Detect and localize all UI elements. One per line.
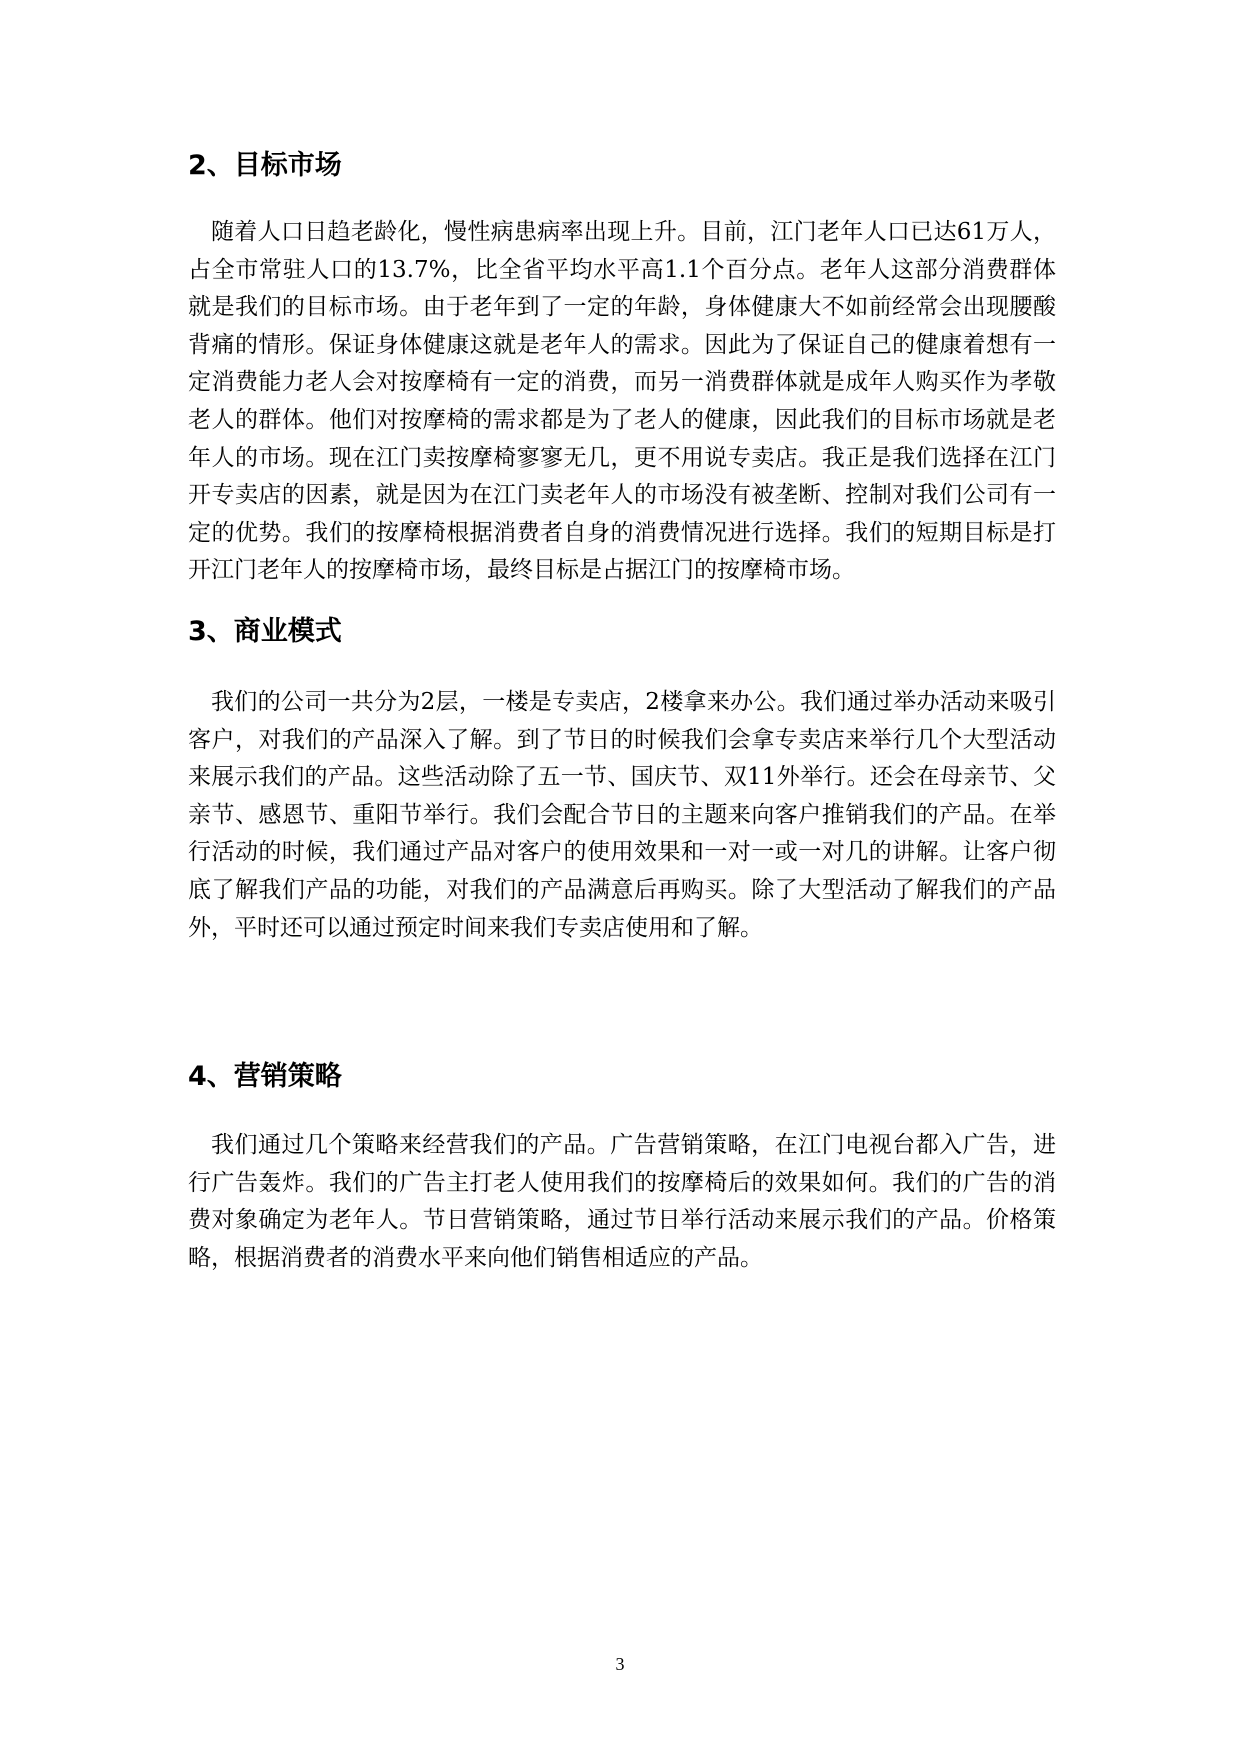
paragraph-marketing-strategy: 我们通过几个策略来经营我们的产品。广告营销策略，在江门电视台都入广告，进行广告轰炸。我们的广告主打老人使用我们的按摩椅后的效果如何。我们的广告的消费对象确定为老年人。节日营销策略，通过节日举行活动来展示我们的产品。价格策略，根据消费者的消费水平来向他们销售相适应的产品。: [188, 1132, 1056, 1271]
section-heading-business-model: 3、商业模式: [188, 615, 342, 647]
paragraph-target-market: 随着人口日趋老龄化，慢性病患病率出现上升。目前，江门老年人口已达61万人，占全市常驻人口的13.7%，比全省平均水平高1.1个百分点。老年人这部分消费群体就是我们的目标市场。由于老年到了一定的年龄，身体健康大不如前经常会出现腰酸背痛的情形。保证身体健康这就是老年人的需求。因此为了保证自己的健康着想有一定消费能力老人会对按摩椅有一定的消费，而另一消费群体就是成年人购买作为孝敬老人的群体。他们对按摩椅的需求都是为了老人的健康，因此我们的目标市场就是老年人的市场。现在江门卖按摩椅寥寥无几，更不用说专卖店。我正是我们选择在江门开专卖店的因素，就是因为在江门卖老年人的市场没有被垄断、控制对我们公司有一定的优势。我们的按摩椅根据消费者自身的消费情况进行选择。我们的短期目标是打开江门老年人的按摩椅市场，最终目标是占据江门的按摩椅市场。: [188, 219, 1056, 584]
page-number: 3: [615, 1654, 625, 1674]
section-heading-marketing-strategy: 4、营销策略: [188, 1061, 342, 1093]
paragraph-business-model: 我们的公司一共分为2层，一楼是专卖店，2楼拿来办公。我们通过举办活动来吸引客户，对我们的产品深入了解。到了节日的时候我们会拿专卖店来举行几个大型活动来展示我们的产品。这些活动除了五一节、国庆节、双11外举行。还会在母亲节、父亲节、感恩节、重阳节举行。我们会配合节日的主题来向客户推销我们的产品。在举行活动的时候，我们通过产品对客户的使用效果和一对一或一对几的讲解。让客户彻底了解我们产品的功能，对我们的产品满意后再购买。除了大型活动了解我们的产品外，平时还可以通过预定时间来我们专卖店使用和了解。: [188, 688, 1056, 941]
page-content: [188, 140, 1056, 1277]
section-heading-target-market: 2、目标市场: [188, 150, 342, 181]
